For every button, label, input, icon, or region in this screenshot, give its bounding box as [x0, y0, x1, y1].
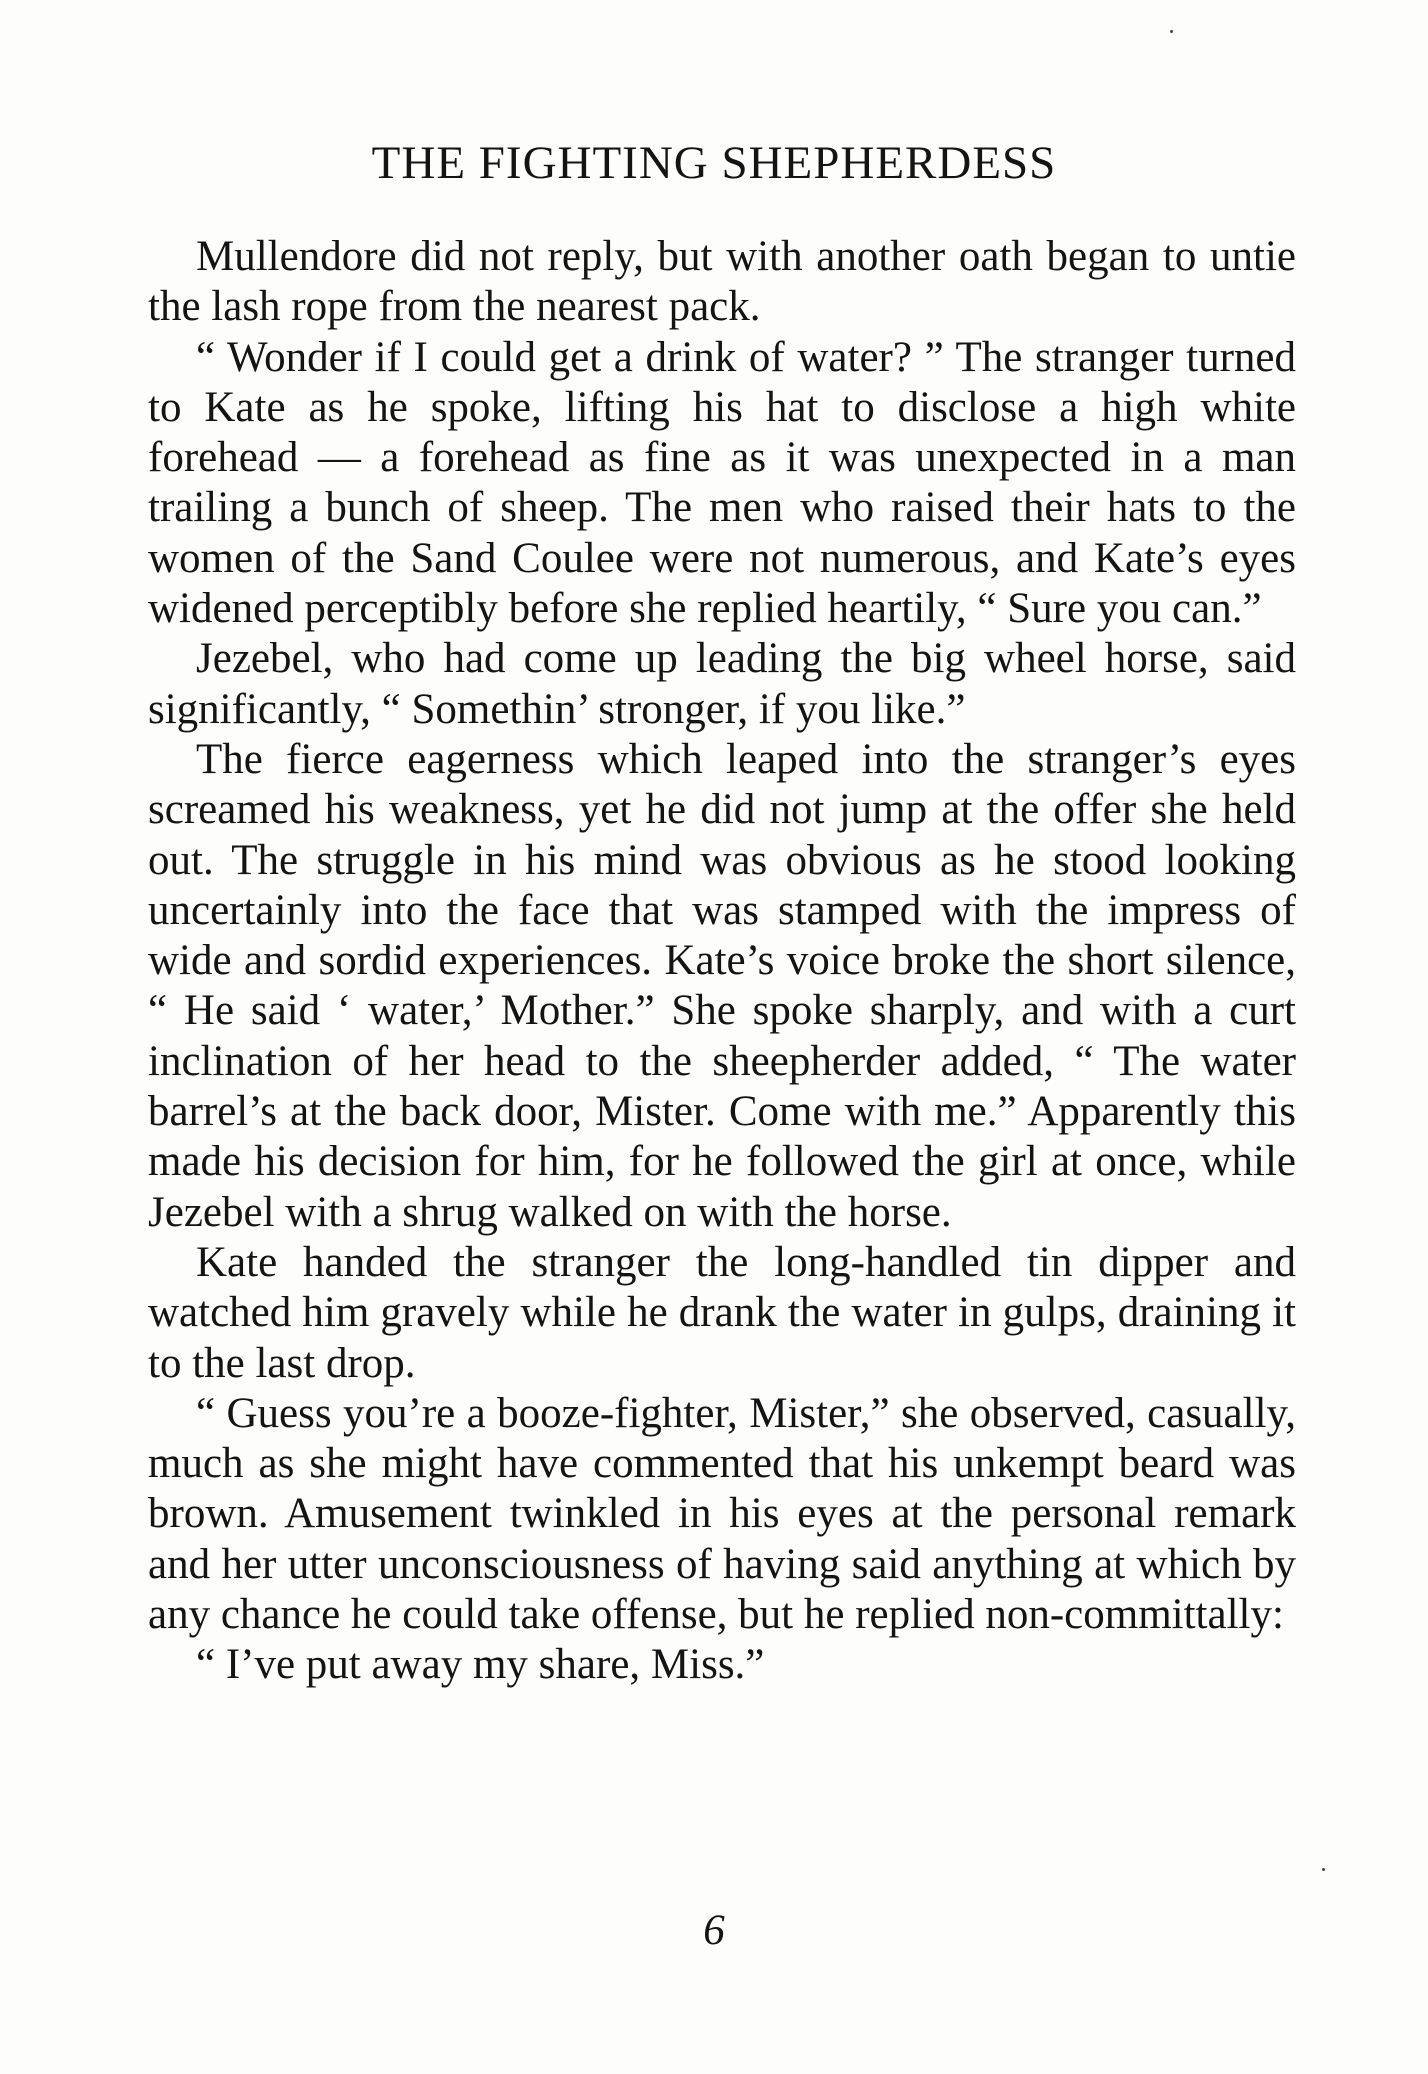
- paragraph: Kate handed the stranger the long-handled tin dipper and watched him gravely while he drank the water in gulps, draining it to the last drop.: [148, 1238, 1296, 1387]
- paragraph: “ Guess you’re a booze-fighter, Mister,” she observed, casually, much as she might have commented that his unkempt beard was brown. Amusement twinkled in his eyes at the personal remark and her utter unconsciousness of having said anything at which by any chance he could take offense, but he replied non-committally:: [148, 1389, 1296, 1639]
- paragraph: “ I’ve put away my share, Miss.”: [196, 1641, 765, 1689]
- running-head: THE FIGHTING SHEPHERDESS: [371, 137, 1057, 189]
- paragraph: The fierce eagerness which leaped into the stranger’s eyes screamed his weakness, yet he did not jump at the offer she held out. The struggle in his mind was obvious as he stood looking uncertainly into the face that was stamped with the impress of wide and sordid experiences. Kate’s voice broke the short silence, “ He said ‘ water,’ Mother.” She spoke sharply, and with a curt inclination of her head to the sheepherder added, “ The water barrel’s at the back door, Mister. Come with me.” Apparently this made his decision for him, for he followed the girl at once, while Jezebel with a shrug walked on with the horse.: [148, 735, 1296, 1236]
- page-number: 6: [703, 1907, 725, 1954]
- print-speck: [1322, 1868, 1325, 1871]
- paragraph: “ Wonder if I could get a drink of water? ” The stranger turned to Kate as he spoke, lifting his hat to disclose a high white forehead — a forehead as fine as it was unexpected in a man trailing a bunch of sheep. The men who raised their hats to the women of the Sand Coulee were not numerous, and Kate’s eyes widened perceptibly before she replied heartily, “ Sure you can.”: [148, 333, 1296, 633]
- paragraph: Mullendore did not reply, but with another oath began to untie the lash rope from the nearest pack.: [148, 233, 1296, 331]
- paragraph: Jezebel, who had come up leading the big wheel horse, said significantly, “ Somethin’ stronger, if you like.”: [148, 635, 1296, 733]
- print-speck: [1170, 30, 1173, 33]
- body-text: [148, 232, 1296, 1691]
